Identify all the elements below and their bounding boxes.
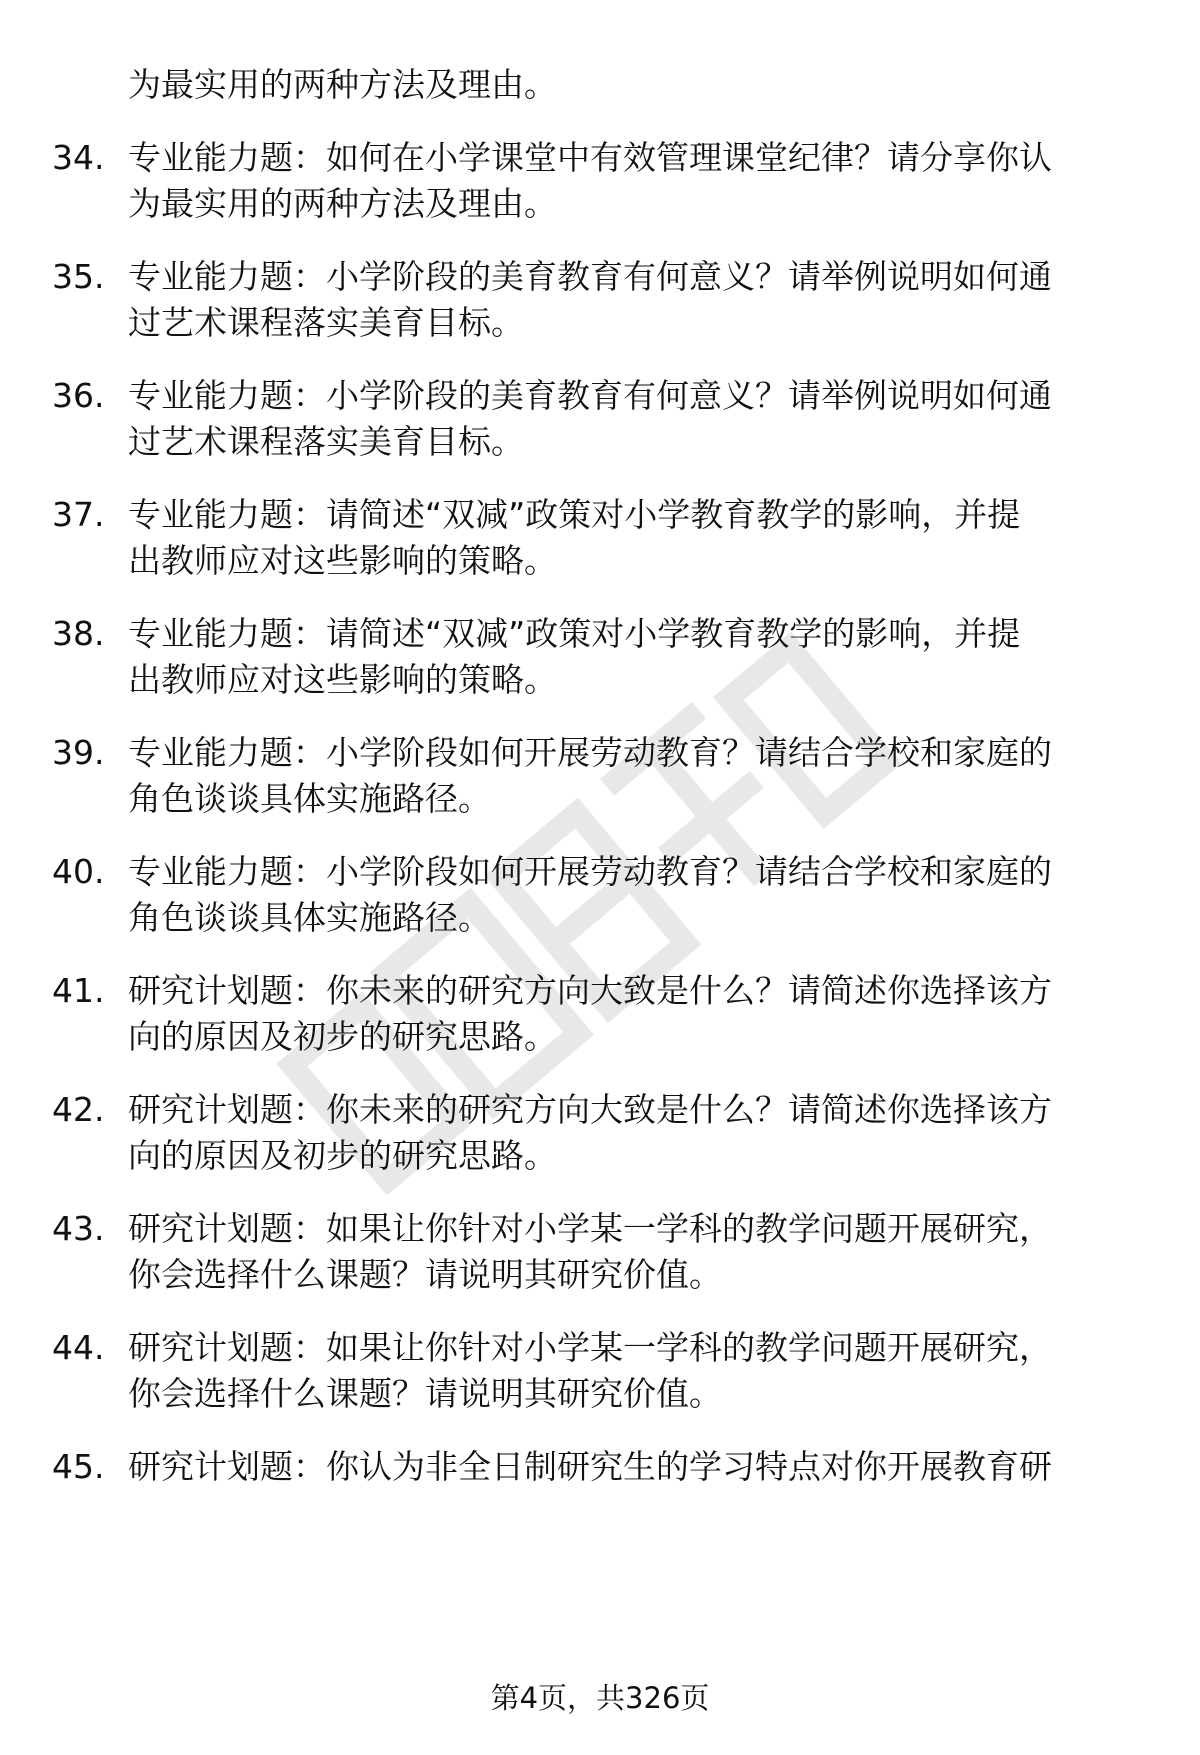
question-number: 40. — [52, 852, 105, 891]
question-text — [128, 135, 1138, 227]
question-text-line: 为最实用的两种方法及理由。 — [128, 184, 557, 223]
question-number: 45. — [52, 1447, 105, 1486]
question-text-line: 向的原因及初步的研究思路。 — [128, 1017, 557, 1056]
question-text — [128, 1444, 1138, 1490]
continued-line: 为最实用的两种方法及理由。 — [128, 65, 557, 104]
page-footer: 第4页，共326页 — [490, 1681, 710, 1715]
question-text-line: 出教师应对这些影响的策略。 — [128, 541, 557, 580]
question-number: 44. — [52, 1328, 105, 1367]
question-text-line: 你会选择什么课题？请说明其研究价值。 — [128, 1374, 722, 1413]
question-text-line: 研究计划题：你未来的研究方向大致是什么？请简述你选择该方 — [128, 971, 1052, 1010]
question-text-line: 专业能力题：小学阶段的美育教育有何意义？请举例说明如何通 — [128, 376, 1052, 415]
question-text-line: 你会选择什么课题？请说明其研究价值。 — [128, 1255, 722, 1294]
question-number: 43. — [52, 1209, 105, 1248]
question-text — [128, 611, 1138, 703]
question-text-line: 角色谈谈具体实施路径。 — [128, 779, 491, 818]
question-number: 37. — [52, 495, 105, 534]
question-text-line: 出教师应对这些影响的策略。 — [128, 660, 557, 699]
question-text — [128, 492, 1138, 584]
question-number: 39. — [52, 733, 105, 772]
question-text — [128, 849, 1138, 941]
question-text-line: 角色谈谈具体实施路径。 — [128, 898, 491, 937]
question-text-line: 专业能力题：请简述“双减”政策对小学教育教学的影响，并提 — [128, 495, 1021, 534]
question-text — [128, 254, 1138, 346]
question-text — [128, 1206, 1138, 1298]
question-text — [128, 968, 1138, 1060]
question-text — [128, 730, 1138, 822]
question-text-line: 专业能力题：小学阶段的美育教育有何意义？请举例说明如何通 — [128, 257, 1052, 296]
question-text-line: 专业能力题：小学阶段如何开展劳动教育？请结合学校和家庭的 — [128, 852, 1052, 891]
question-text-line: 研究计划题：你未来的研究方向大致是什么？请简述你选择该方 — [128, 1090, 1052, 1129]
question-text-line: 向的原因及初步的研究思路。 — [128, 1136, 557, 1175]
question-text-line: 专业能力题：请简述“双减”政策对小学教育教学的影响，并提 — [128, 614, 1021, 653]
question-text — [128, 1087, 1138, 1179]
question-number: 34. — [52, 138, 105, 177]
question-number: 36. — [52, 376, 105, 415]
question-text-line: 研究计划题：你认为非全日制研究生的学习特点对你开展教育研 — [128, 1447, 1052, 1486]
question-number: 41. — [52, 971, 105, 1010]
question-text-line: 过艺术课程落实美育目标。 — [128, 422, 524, 461]
question-text-line: 过艺术课程落实美育目标。 — [128, 303, 524, 342]
question-number: 35. — [52, 257, 105, 296]
question-number: 38. — [52, 614, 105, 653]
question-text-line: 专业能力题：小学阶段如何开展劳动教育？请结合学校和家庭的 — [128, 733, 1052, 772]
question-text-line: 研究计划题：如果让你针对小学某一学科的教学问题开展研究， — [128, 1328, 1052, 1367]
question-text-line: 研究计划题：如果让你针对小学某一学科的教学问题开展研究， — [128, 1209, 1052, 1248]
question-text — [128, 1325, 1138, 1417]
question-number: 42. — [52, 1090, 105, 1129]
question-text-line: 专业能力题：如何在小学课堂中有效管理课堂纪律？请分享你认 — [128, 138, 1052, 177]
question-text — [128, 373, 1138, 465]
